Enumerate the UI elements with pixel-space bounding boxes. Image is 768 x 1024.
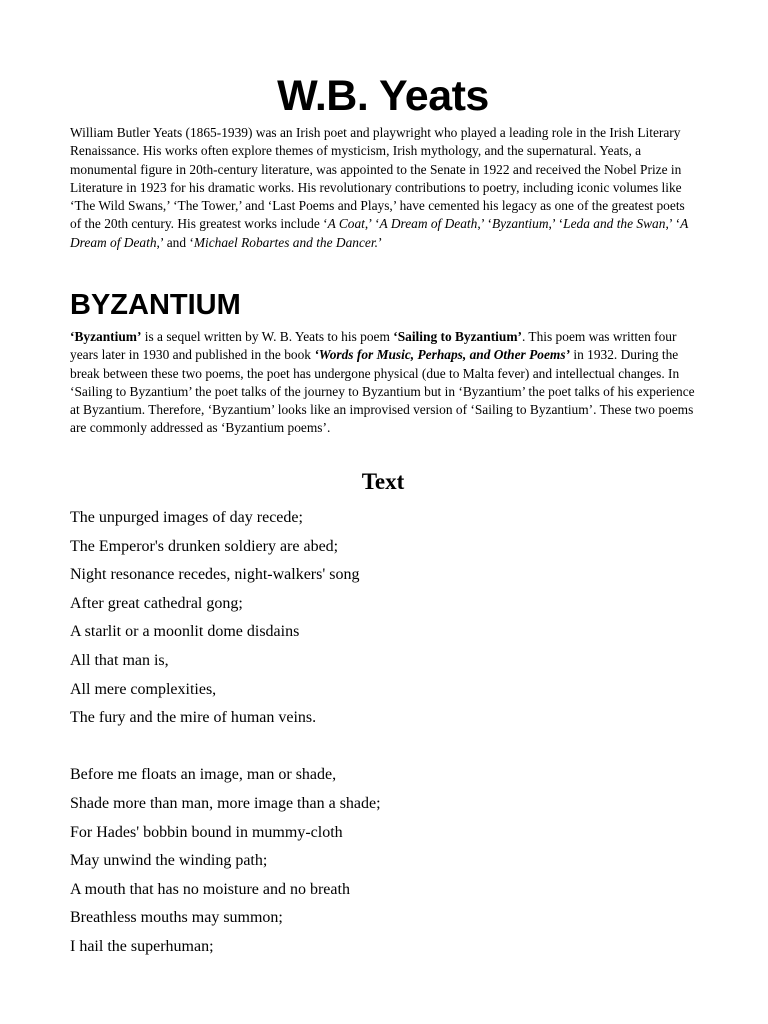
- about-text: in 1932. During the break between these two poems, the poet has undergone physical (due to Malta fever) and intellectual changes. In ‘Sailing to Byzantium’ the poet talks of the journey to Byzantium but in ‘Byzantium’ the poet talks of his experience at Byzantium. Therefore, ‘Byzantium’ looks like an improvised version of ‘Sailing to Byzantium’. These two poems are commonly addressed as ‘Byzantium poems’.: [70, 347, 695, 436]
- poem-line: The fury and the mire of human veins.: [70, 709, 317, 727]
- poem-line: After great cathedral gong;: [70, 594, 243, 612]
- poem-line: A starlit or a moonlit dome disdains: [70, 623, 300, 641]
- poem-line: The unpurged images of day recede;: [70, 509, 303, 526]
- poem-line: For Hades' bobbin bound in mummy-cloth: [70, 823, 343, 841]
- poem-line: I hail the superhuman;: [70, 937, 214, 955]
- page-title: W.B. Yeats: [277, 72, 489, 120]
- work-title-a-coat: A Coat: [327, 216, 365, 232]
- about-paragraph: [70, 328, 696, 438]
- work-title-byzantium: Byzantium: [491, 216, 549, 232]
- separator: ,’ ‘: [665, 216, 681, 232]
- poem-title-sailing: ‘Sailing to Byzantium’: [393, 329, 522, 344]
- poem-line: Before me floats an image, man or shade,: [70, 766, 337, 784]
- poem-line: Night resonance recedes, night-walkers' song: [70, 566, 360, 584]
- text-heading: Text: [361, 469, 405, 494]
- separator: ’: [377, 234, 383, 250]
- work-title-a-dream-of-death-2: A Dream of Death: [70, 216, 688, 250]
- book-title: ‘Words for Music, Perhaps, and Other Poems’: [314, 347, 571, 363]
- separator: ,’ ‘: [477, 216, 492, 232]
- separator: ,’ and ‘: [156, 234, 194, 250]
- poem-line: Breathless mouths may summon;: [70, 909, 283, 927]
- poem-line: The Emperor's drunken soldiery are abed;: [70, 537, 339, 555]
- separator: ,’ ‘: [364, 216, 380, 232]
- poem-title-bold: ‘Byzantium’: [70, 329, 142, 344]
- poem-line: May unwind the winding path;: [70, 852, 268, 870]
- intro-paragraph: [70, 124, 696, 252]
- work-title-a-dream-of-death: A Dream of Death: [379, 216, 478, 232]
- intro-text: William Butler Yeats (1865-1939) was an Irish poet and playwright who played a leading role in the Irish Literary Renaissance. His works often explore themes of mysticism, Irish mythology, and the supernatural. Yeats, a monumental figure in 20th-century literature, was appointed to the Senate in 1922 and received the Nobel Prize in Literature in 1923 for his dramatic works. His revolutionary contributions to poetry, including iconic volumes like ‘The Wild Swans,’ ‘The Tower,’ and ‘Last Poems and Plays,’ have cemented his legacy as one of the greatest poets of the 20th century. His greatest works include ‘: [70, 125, 685, 232]
- poem-line: All that man is,: [70, 651, 169, 669]
- about-text: . This poem was written four years later in 1930 and published in the book: [70, 329, 677, 363]
- stanza-break: [70, 733, 696, 762]
- poem-line: A mouth that has no moisture and no breath: [70, 880, 350, 898]
- poem-line: Shade more than man, more image than a shade;: [70, 794, 381, 812]
- section-heading: BYZANTIUM: [70, 289, 241, 321]
- poem-text: [70, 504, 696, 962]
- work-title-leda-and-the-swan: Leda and the Swan: [563, 216, 666, 232]
- separator: ,’ ‘: [548, 216, 564, 232]
- about-text: is a sequel written by W. B. Yeats to his poem: [141, 329, 394, 344]
- work-title-michael-robartes: Michael Robartes and the Dancer.: [193, 234, 378, 250]
- poem-line: All mere complexities,: [70, 680, 217, 698]
